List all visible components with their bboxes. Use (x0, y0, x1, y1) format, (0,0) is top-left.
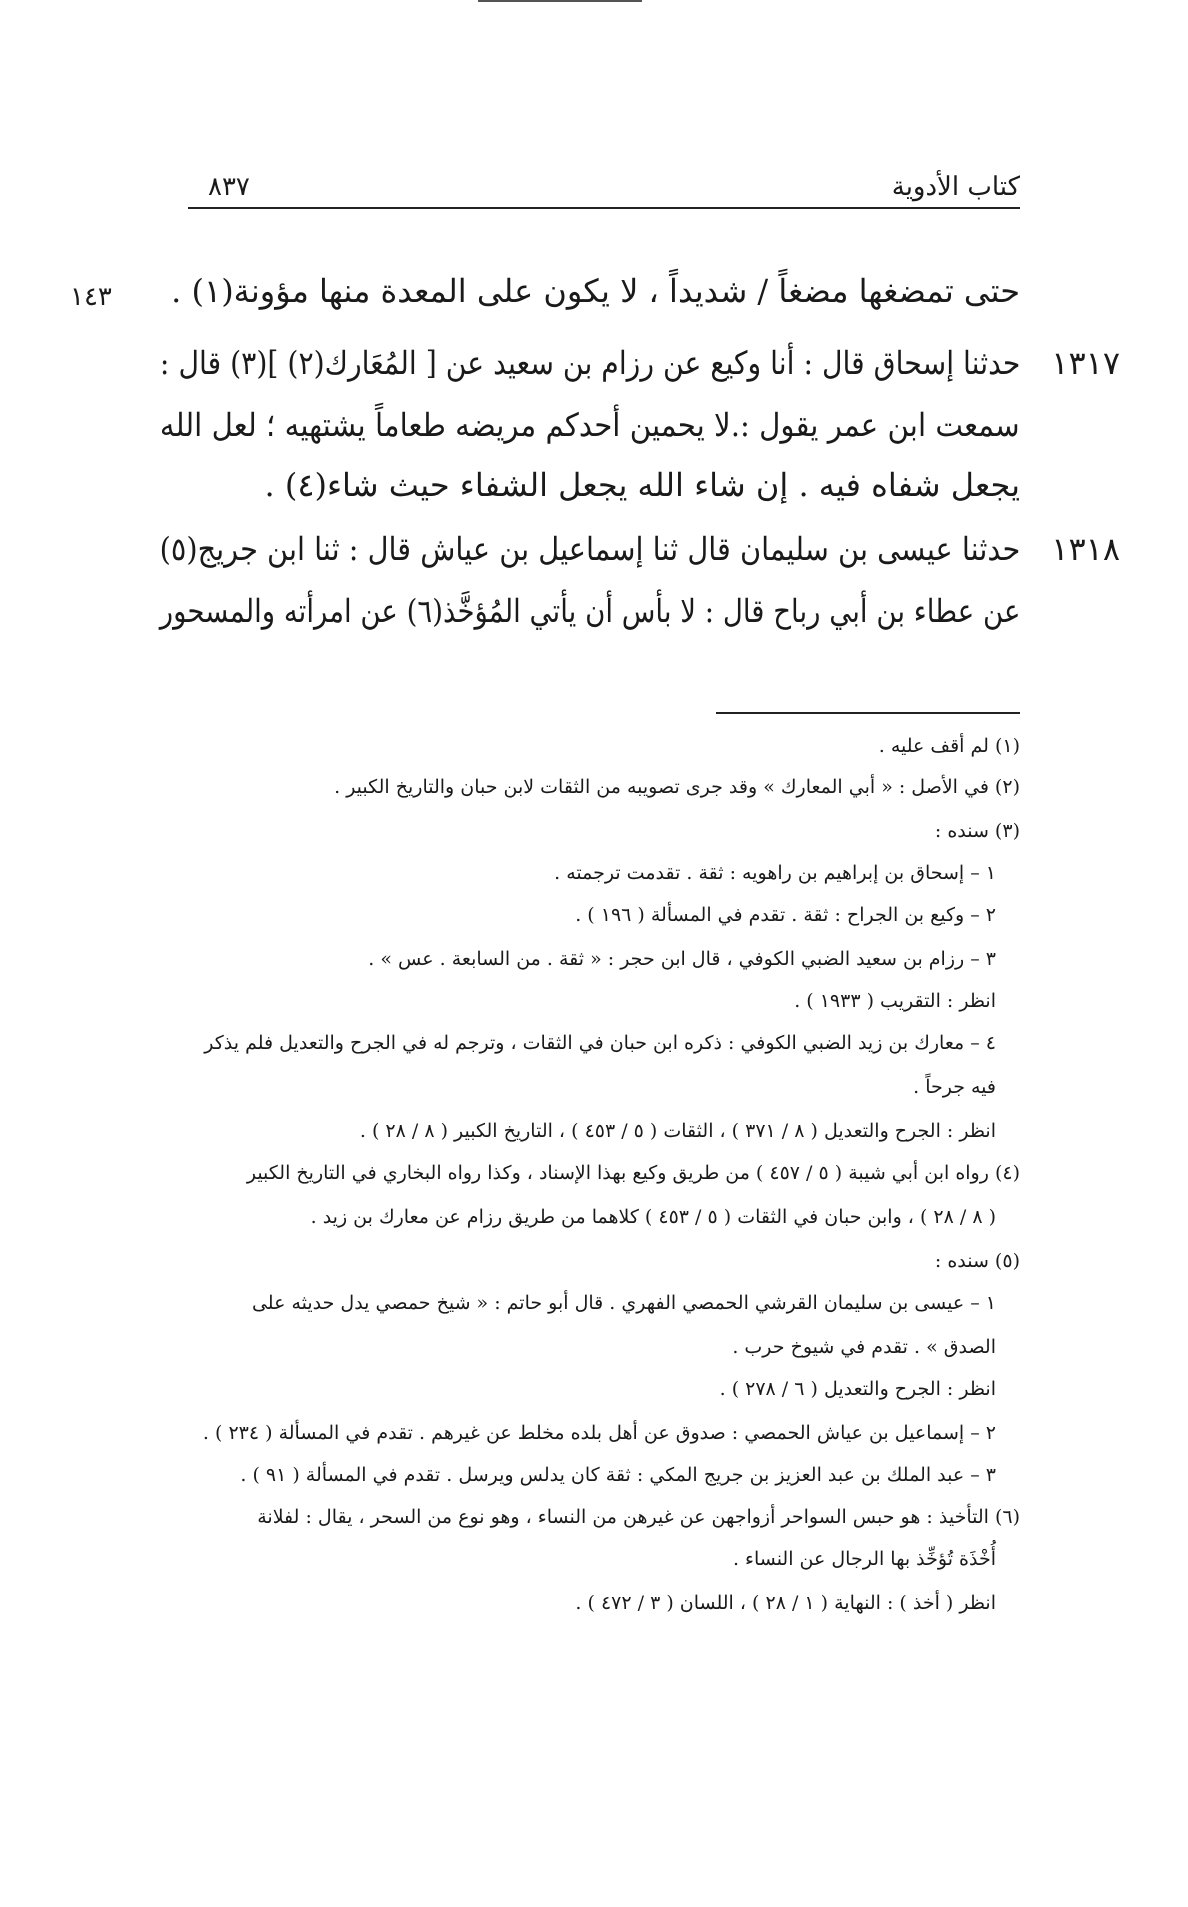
header-rule (188, 207, 1020, 209)
footnote-line: انظر ( أخذ ) : النهاية ( ١ / ٢٨ ) ، اللسان ( ٣ / ٤٧٢ ) . (575, 1592, 996, 1614)
footnote-line: (٤) رواه ابن أبي شيبة ( ٥ / ٤٥٧ ) من طريق وكيع بهذا الإسناد ، وكذا رواه البخاري في التاريخ الكبير (246, 1162, 1020, 1184)
footnote-separator (716, 712, 1020, 714)
footnote-line: (٣) سنده : (934, 820, 1020, 842)
page-number: ٨٣٧ (208, 172, 250, 202)
footnote-line: (٥) سنده : (934, 1250, 1020, 1272)
footnote-line: ٢ – إسماعيل بن عياش الحمصي : صدوق عن أهل بلده مخلط عن غيرهم . تقدم في المسألة ( ٢٣٤ ) . (202, 1422, 996, 1444)
footnote-line: انظر : الجرح والتعديل ( ٦ / ٢٧٨ ) . (719, 1378, 996, 1400)
hadith-1318-line: حدثنا عيسى بن سليمان قال ثنا إسماعيل بن عياش قال : ثنا ابن جريج(٥) (159, 530, 1020, 568)
footnote-line: ٣ – عبد الملك بن عبد العزيز بن جريج المكي : ثقة كان يدلس ويرسل . تقدم في المسألة ( ٩١ ) . (240, 1464, 996, 1486)
hadith-1318-line: عن عطاء بن أبي رباح قال : لا بأس أن يأتي المُؤخَّذ(٦) عن امرأته والمسحور (159, 592, 1020, 630)
book-title: كتاب الأدوية (891, 172, 1020, 202)
hadith-1317-line: يجعل شفاه فيه . إن شاء الله يجعل الشفاء حيث شاء(٤) . (264, 466, 1020, 504)
footnote-line: فيه جرحاً . (913, 1076, 996, 1098)
hadith-number: ١٣١٨ (1051, 530, 1120, 568)
hadith-1317-line: حدثنا إسحاق قال : أنا وكيع عن رزام بن سعيد عن [ المُعَارك(٢) ](٣) قال : (159, 344, 1021, 382)
top-edge-rule (478, 0, 642, 2)
footnote-line: ١ – عيسى بن سليمان القرشي الحمصي الفهري . قال أبو حاتم : « شيخ حمصي يدل حديثه على (251, 1292, 996, 1314)
footnote-line: ( ٨ / ٢٨ ) ، وابن حبان في الثقات ( ٥ / ٤٥٣ ) كلاهما من طريق رزام عن معارك بن زيد . (310, 1206, 996, 1228)
footnote-line: (٢) في الأصل : « أبي المعارك » وقد جرى تصويبه من الثقات لابن حبان والتاريخ الكبير . (334, 776, 1020, 798)
text-line: حتى تمضغها مضغاً / شديداً ، لا يكون على المعدة منها مؤونة(١) . (171, 272, 1020, 310)
footnote-line: أُخْذَة تُؤخِّذ بها الرجال عن النساء . (732, 1548, 996, 1570)
footnote-line: ٣ – رزام بن سعيد الضبي الكوفي ، قال ابن حجر : « ثقة . من السابعة . عس » . (368, 948, 996, 970)
footnote-line: ٢ – وكيع بن الجراح : ثقة . تقدم في المسألة ( ١٩٦ ) . (575, 904, 996, 926)
footnote-line: (١) لم أقف عليه . (878, 735, 1020, 757)
footnote-line: الصدق » . تقدم في شيوخ حرب . (732, 1336, 996, 1358)
margin-folio-number: ١٤٣ (70, 282, 112, 312)
footnote-line: (٦) التأخيذ : هو حبس السواحر أزواجهن عن غيرهن من النساء ، وهو نوع من السحر ، يقال : لفلانة (257, 1506, 1020, 1528)
hadith-number: ١٣١٧ (1051, 344, 1120, 382)
footnote-line: انظر : الجرح والتعديل ( ٨ / ٣٧١ ) ، الثقات ( ٥ / ٤٥٣ ) ، التاريخ الكبير ( ٨ / ٢٨ ) . (359, 1120, 996, 1142)
hadith-1317-line: سمعت ابن عمر يقول :.لا يحمين أحدكم مريضه طعاماً يشتهيه ؛ لعل الله (160, 406, 1020, 444)
footnote-line: ١ – إسحاق بن إبراهيم بن راهويه : ثقة . تقدمت ترجمته . (554, 862, 996, 884)
footnote-line: انظر : التقريب ( ١٩٣٣ ) . (794, 990, 996, 1012)
footnote-line: ٤ – معارك بن زيد الضبي الكوفي : ذكره ابن حبان في الثقات ، وترجم له في الجرح والتعديل فلم يذكر (204, 1032, 996, 1054)
running-header (188, 166, 1020, 206)
